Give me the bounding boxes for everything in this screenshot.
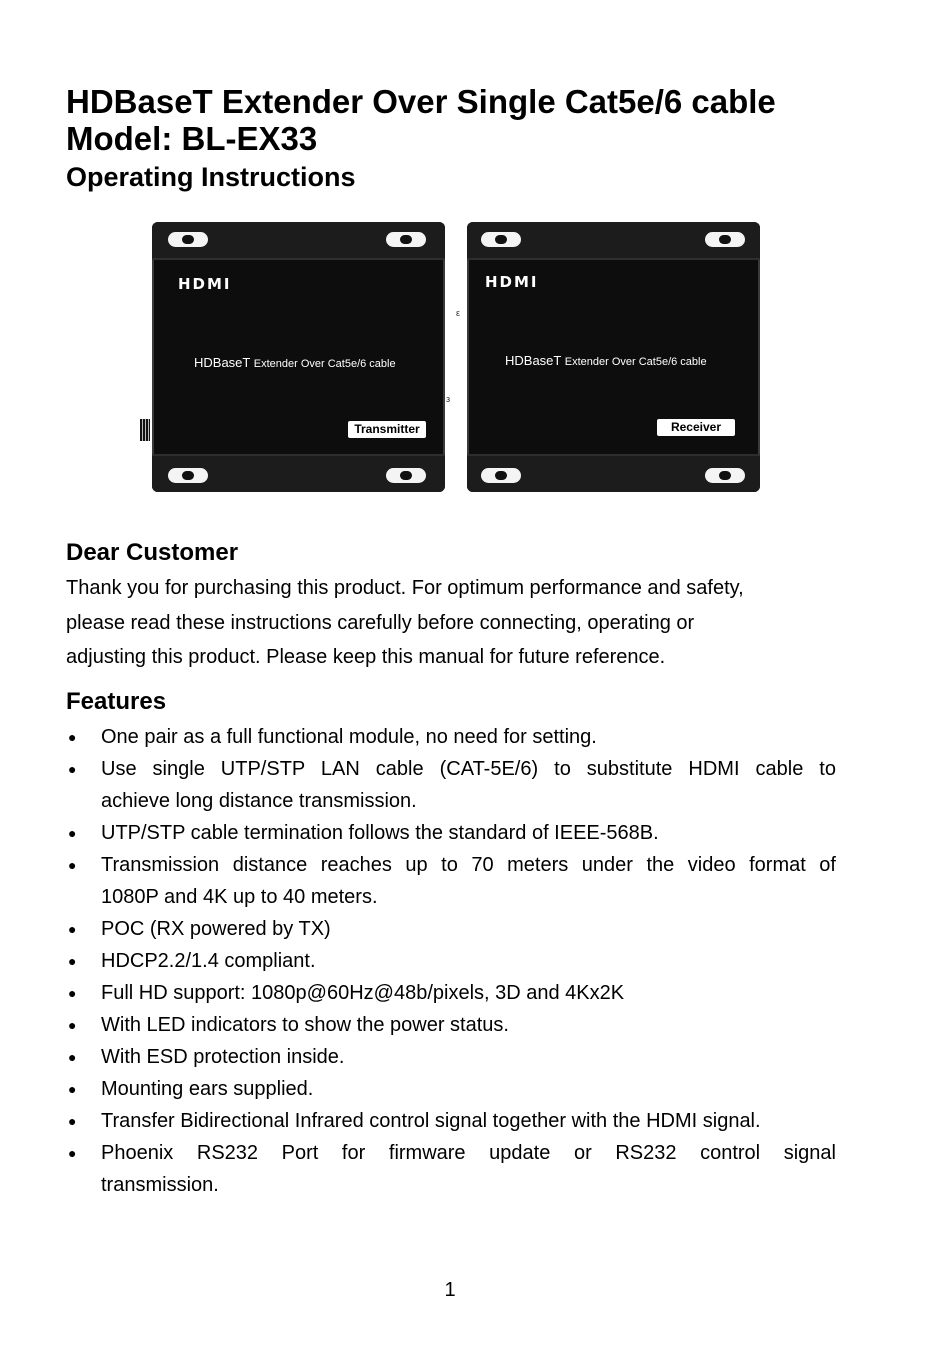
section-heading-dear-customer: Dear Customer bbox=[66, 539, 239, 566]
mounting-ear bbox=[481, 232, 521, 247]
list-item: ● Use single UTP/STP LAN cable (CAT-5E/6) to substitute HDMI cable to achieve long distance transmission. bbox=[66, 753, 836, 817]
list-item: ● Mounting ears supplied. bbox=[66, 1073, 836, 1105]
bullet-icon: ● bbox=[68, 1145, 77, 1161]
transmitter-tag: Transmitter bbox=[348, 421, 426, 438]
bullet-icon: ● bbox=[68, 1113, 77, 1129]
bullet-icon: ● bbox=[68, 953, 77, 969]
mounting-ear bbox=[705, 232, 745, 247]
document-title: HDBaseT Extender Over Single Cat5e/6 cable bbox=[66, 83, 776, 120]
list-item: ● With ESD protection inside. bbox=[66, 1041, 836, 1073]
list-item: ● Full HD support: 1080p@60Hz@48b/pixels, 3D and 4Kx2K bbox=[66, 977, 836, 1009]
list-item: ● One pair as a full functional module, no need for setting. bbox=[66, 721, 836, 753]
list-item: ● Transmission distance reaches up to 70 meters under the video format of 1080P and 4K up to 40 meters. bbox=[66, 849, 836, 913]
bullet-icon: ● bbox=[68, 1049, 77, 1065]
product-photo: HDMI HDBaseT Extender Over Cat5e/6 cable Transmitter ε з HDMI HDBaseT Extender Over Cat5e/6 cable Receiver bbox=[136, 216, 776, 498]
features-list bbox=[66, 721, 836, 1201]
mounting-ear bbox=[386, 468, 426, 483]
bullet-icon: ● bbox=[68, 825, 77, 841]
bullet-icon: ● bbox=[68, 985, 77, 1001]
model-title: Model: BL-EX33 bbox=[66, 120, 318, 157]
mounting-ear bbox=[168, 468, 208, 483]
intro-paragraph bbox=[66, 571, 836, 675]
product-label: HDBaseT Extender Over Cat5e/6 cable bbox=[194, 355, 396, 370]
receiver-tag: Receiver bbox=[657, 419, 735, 436]
list-item: ● Transfer Bidirectional Infrared control signal together with the HDMI signal. bbox=[66, 1105, 836, 1137]
subtitle: Operating Instructions bbox=[66, 162, 356, 192]
list-item: ● UTP/STP cable termination follows the standard of IEEE-568B. bbox=[66, 817, 836, 849]
list-item: ● With LED indicators to show the power status. bbox=[66, 1009, 836, 1041]
transmitter-unit bbox=[152, 222, 445, 492]
bullet-icon: ● bbox=[68, 729, 77, 745]
mounting-ear bbox=[386, 232, 426, 247]
paragraph-line: adjusting this product. Please keep this manual for future reference. bbox=[66, 646, 666, 668]
bullet-icon: ● bbox=[68, 1017, 77, 1033]
bullet-icon: ● bbox=[68, 857, 77, 873]
mounting-ear bbox=[168, 232, 208, 247]
list-item: ● Phoenix RS232 Port for firmware update or RS232 control signal transmission. bbox=[66, 1137, 836, 1201]
bullet-icon: ● bbox=[68, 921, 77, 937]
receiver-unit bbox=[467, 222, 760, 492]
connector-icon bbox=[140, 419, 150, 441]
mounting-ear bbox=[481, 468, 521, 483]
list-item: ● POC (RX powered by TX) bbox=[66, 913, 836, 945]
paragraph-line: Thank you for purchasing this product. For optimum performance and safety, bbox=[66, 577, 744, 599]
mounting-ear bbox=[705, 468, 745, 483]
section-heading-features: Features bbox=[66, 688, 167, 715]
hdmi-logo: HDMI bbox=[485, 273, 539, 291]
paragraph-line: please read these instructions carefully before connecting, operating or bbox=[66, 611, 695, 634]
page-number: 1 bbox=[444, 1279, 456, 1301]
list-item: ● HDCP2.2/1.4 compliant. bbox=[66, 945, 836, 977]
product-label: HDBaseT Extender Over Cat5e/6 cable bbox=[505, 353, 707, 368]
hdmi-logo: HDMI bbox=[178, 275, 232, 293]
bullet-icon: ● bbox=[68, 1081, 77, 1097]
bullet-icon: ● bbox=[68, 761, 77, 777]
